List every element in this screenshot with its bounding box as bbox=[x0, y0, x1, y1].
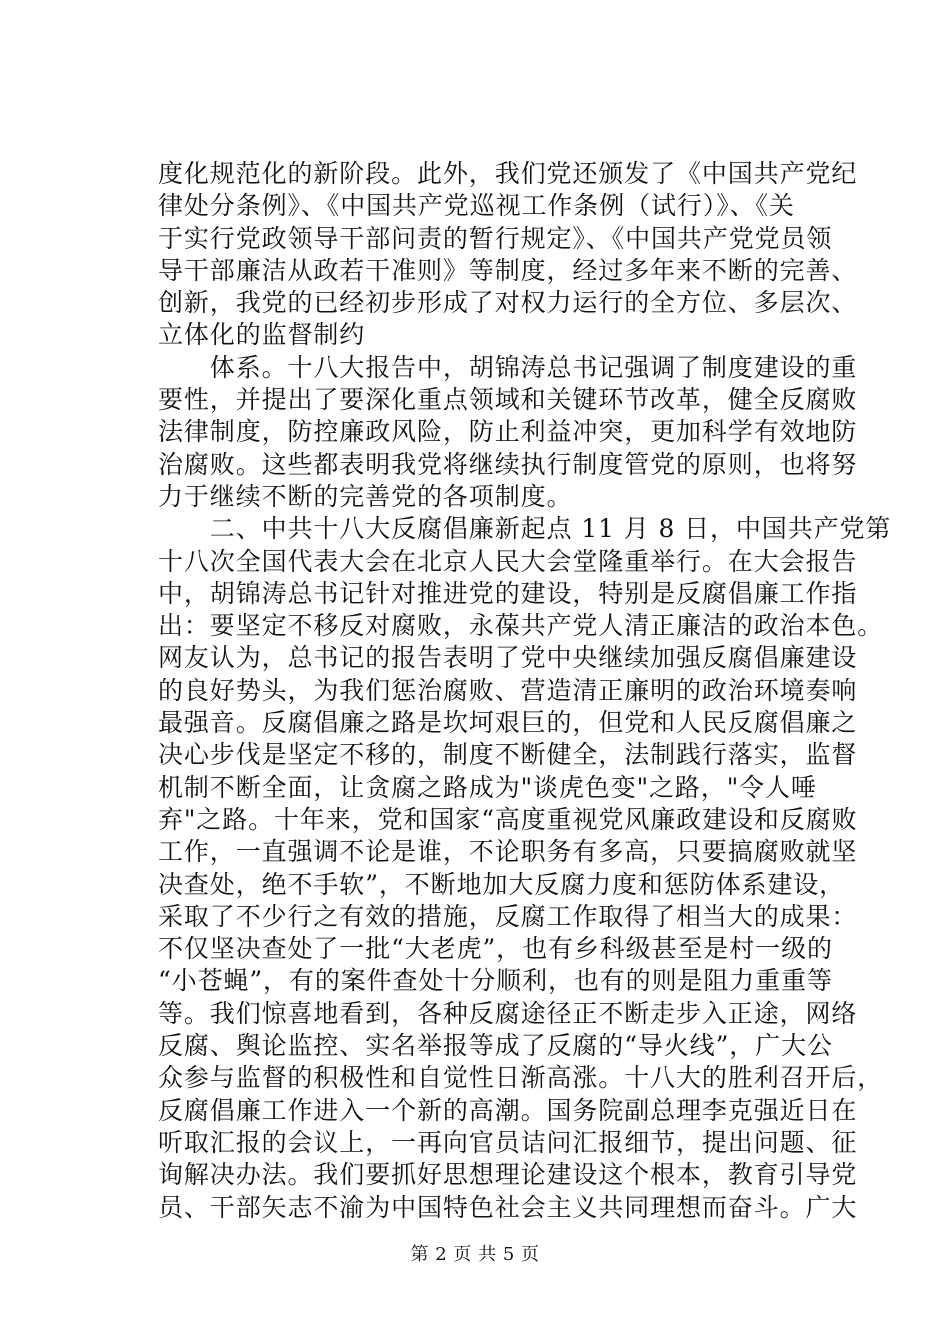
text-line: 采取了不少行之有效的措施，反腐工作取得了相当大的成果： bbox=[158, 901, 858, 931]
body-text bbox=[158, 158, 892, 1224]
text-line: 二、中共十八大反腐倡廉新起点 11 月 8 日，中国共产党第 bbox=[158, 514, 892, 544]
text-line: 等。我们惊喜地看到，各种反腐途径正不断走步入正途，网络 bbox=[158, 998, 858, 1028]
text-line: 机制不断全面，让贪腐之路成为"谈虎色变"之路，"令人唾 bbox=[158, 772, 817, 802]
text-line: 询解决办法。我们要抓好思想理论建设这个根本，教育引导党 bbox=[158, 1160, 858, 1190]
text-line: 员、干部矢志不渝为中国特色社会主义共同理想而奋斗。广大 bbox=[158, 1192, 858, 1222]
text-line: 法律制度，防控廉政风险，防止利益冲突，更加科学有效地防 bbox=[158, 417, 858, 447]
text-line: 决查处，绝不手软”，不断地加大反腐力度和惩防体系建设， bbox=[158, 869, 846, 899]
text-line: 出：要坚定不移反对腐败，永葆共产党人清正廉洁的政治本色。 bbox=[158, 611, 884, 641]
text-line: 创新，我党的已经初步形成了对权力运行的全方位、多层次、 bbox=[158, 288, 858, 318]
text-line: 听取汇报的会议上，一再向官员诘问汇报细节，提出问题、征 bbox=[158, 1127, 858, 1157]
text-line: 反腐倡廉工作进入一个新的高潮。国务院副总理李克强近日在 bbox=[158, 1095, 858, 1125]
text-line: 律处分条例》、《中国共产党巡视工作条例（试行）》、《关 bbox=[158, 191, 795, 221]
page-footer: 第 2 页 共 5 页 bbox=[410, 1244, 540, 1265]
text-line: 弃"之路。十年来，党和国家“高度重视党风廉政建设和反腐败 bbox=[158, 804, 858, 834]
text-line: “小苍蝇”，有的案件查处十分顺利，也有的则是阻力重重等 bbox=[158, 966, 833, 996]
text-line: 最强音。反腐倡廉之路是坎坷艰巨的，但党和人民反腐倡廉之 bbox=[158, 708, 858, 738]
text-line: 的良好势头，为我们惩治腐败、营造清正廉明的政治环境奏响 bbox=[158, 675, 858, 705]
text-line: 反腐、舆论监控、实名举报等成了反腐的“导火线”，广大公 bbox=[158, 1031, 833, 1061]
text-line: 导干部廉洁从政若干准则》等制度，经过多年来不断的完善、 bbox=[158, 255, 858, 285]
text-line: 要性，并提出了要深化重点领域和关键环节改革，健全反腐败 bbox=[158, 385, 858, 415]
text-line: 体系。十八大报告中，胡锦涛总书记强调了制度建设的重 bbox=[158, 352, 858, 382]
text-line: 力于继续不断的完善党的各项制度。 bbox=[158, 481, 573, 511]
text-line: 网友认为，总书记的报告表明了党中央继续加强反腐倡廉建设 bbox=[158, 643, 858, 673]
text-line: 工作，一直强调不论是谁，不论职务有多高，只要搞腐败就坚 bbox=[158, 837, 858, 867]
text-line: 治腐败。这些都表明我党将继续执行制度管党的原则，也将努 bbox=[158, 449, 858, 479]
text-line: 于实行党政领导干部问责的暂行规定》、《中国共产党党员领 bbox=[158, 223, 833, 253]
text-line: 立体化的监督制约 bbox=[158, 320, 366, 350]
text-line: 十八次全国代表大会在北京人民大会堂隆重举行。在大会报告 bbox=[158, 546, 858, 576]
text-line: 不仅坚决查处了一批“大老虎”，也有乡科级甚至是村一级的 bbox=[158, 934, 833, 964]
text-line: 众参与监督的积极性和自觉性日渐高涨。十八大的胜利召开后， bbox=[158, 1063, 884, 1093]
text-line: 度化规范化的新阶段。此外，我们党还颁发了《中国共产党纪 bbox=[158, 159, 858, 188]
text-line: 中，胡锦涛总书记针对推进党的建设，特别是反腐倡廉工作指 bbox=[158, 578, 858, 608]
text-line: 决心步伐是坚定不移的，制度不断健全，法制践行落实，监督 bbox=[158, 740, 858, 770]
